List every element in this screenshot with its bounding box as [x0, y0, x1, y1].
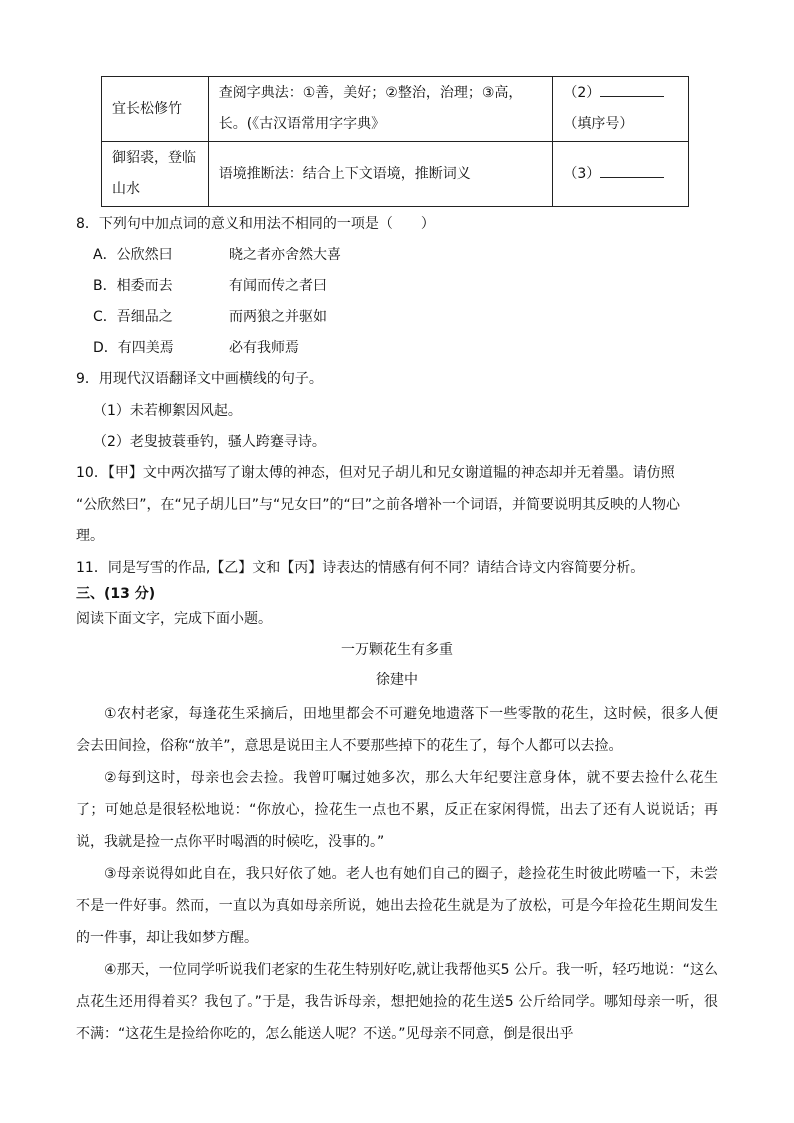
question-8-stem: 8．下列句中加点词的意义和用法不相同的一项是（ ）	[76, 216, 435, 232]
article-paragraph-3: ③母亲说得如此自在，我只好依了她。老人也有她们自己的圈子，趁捡花生时彼此唠嗑一下，未尝不是一件好事。然而，一直以为真如母亲所说，她出去捡花生就是为了放松，可是今年捡花生期间发生的一件事，却让我如梦方醒。	[76, 866, 718, 946]
q8-option-a-label: A．公欣然曰	[93, 247, 173, 263]
table-cell-phrase: 御貂裘，登临山水	[102, 142, 209, 207]
q8-option-c-label: C．吾细品之	[93, 309, 173, 325]
table-cell-answer	[553, 142, 689, 207]
answer-blank[interactable]	[600, 82, 664, 97]
answer-prefix: （3）	[563, 165, 601, 182]
article-paragraph-1: ①农村老家，每逢花生采摘后，田地里都会不可避免地遗落下一些零散的花生，这时候，很多人便会去田间捡，俗称“放羊”，意思是说田主人不要那些掉下的花生了，每个人都可以去捡。	[76, 706, 718, 754]
vocab-table-wrap	[101, 76, 689, 207]
table-cell-phrase: 宜长松修竹	[102, 77, 209, 142]
section-3-instruction: 阅读下面文字，完成下面小题。	[76, 611, 272, 627]
q8-option-b-compare: 有闻而传之者曰	[229, 278, 327, 294]
q9-item-2: （2）老叟披蓑垂钓，骚人跨蹇寻诗。	[93, 434, 326, 450]
table-row	[102, 142, 689, 207]
q9-item-1: （1）未若柳絮因风起。	[93, 403, 242, 419]
q8-option-c-compare: 而两狼之并驱如	[229, 309, 327, 325]
question-9-stem: 9．用现代汉语翻译文中画横线的句子。	[76, 371, 323, 387]
answer-blank[interactable]	[600, 163, 664, 178]
table-cell-method: 查阅字典法：①善，美好；②整治，治理；③高，长。(《古汉语常用字字典》	[208, 77, 553, 142]
question-11: 11．同是写雪的作品,【乙】文和【丙】诗表达的情感有何不同？请结合诗文内容简要分析。	[76, 560, 645, 576]
question-10-line1: 10．【甲】文中两次描写了谢太傅的神态，但对兄子胡儿和兄女谢道韫的神态却并无着墨。请仿照	[76, 465, 675, 481]
q8-option-d-label: D．有四美焉	[93, 340, 174, 356]
table-cell-answer	[553, 77, 689, 142]
article-paragraph-4: ④那天，一位同学听说我们老家的生花生特别好吃,就让我帮他买5 公斤。我一听，轻巧地说：“这么点花生还用得着买？我包了。”于是，我告诉母亲，想把她捡的花生送5 公斤给同学。哪知母亲一听，很不满：“这花生是捡给你吃的，怎么能送人呢？不送。”见母亲不同意，倒是很出乎	[76, 962, 718, 1042]
article-body	[76, 698, 718, 1050]
question-10-line3: 理。	[76, 528, 104, 544]
table-cell-method: 语境推断法：结合上下文语境，推断词义	[208, 142, 553, 207]
question-10-line2: “公欣然曰”，在“兄子胡儿曰”与“兄女曰”的“曰”之前各增补一个词语，并简要说明其反映的人物心	[76, 497, 681, 513]
answer-note: （填序号）	[563, 116, 634, 132]
table-row	[102, 77, 689, 142]
q8-option-a-compare: 晓之者亦舍然大喜	[229, 247, 341, 263]
article-paragraph-2: ②每到这时，母亲也会去捡。我曾叮嘱过她多次，那么大年纪要注意身体，就不要去捡什么花生了；可她总是很轻松地说：“你放心，捡花生一点也不累，反正在家闲得慌，出去了还有人说说话；再说，我就是捡一点你平时喝酒的时候吃，没事的。”	[76, 770, 718, 850]
answer-prefix: （2）	[563, 85, 601, 101]
article-title: 一万颗花生有多重	[341, 642, 453, 658]
vocab-table	[101, 76, 689, 207]
section-3-heading: 三、(13 分)	[76, 586, 156, 602]
q8-option-d-compare: 必有我师焉	[229, 340, 299, 356]
q8-option-b-label: B．相委而去	[93, 278, 173, 294]
article-author: 徐建中	[376, 672, 418, 688]
